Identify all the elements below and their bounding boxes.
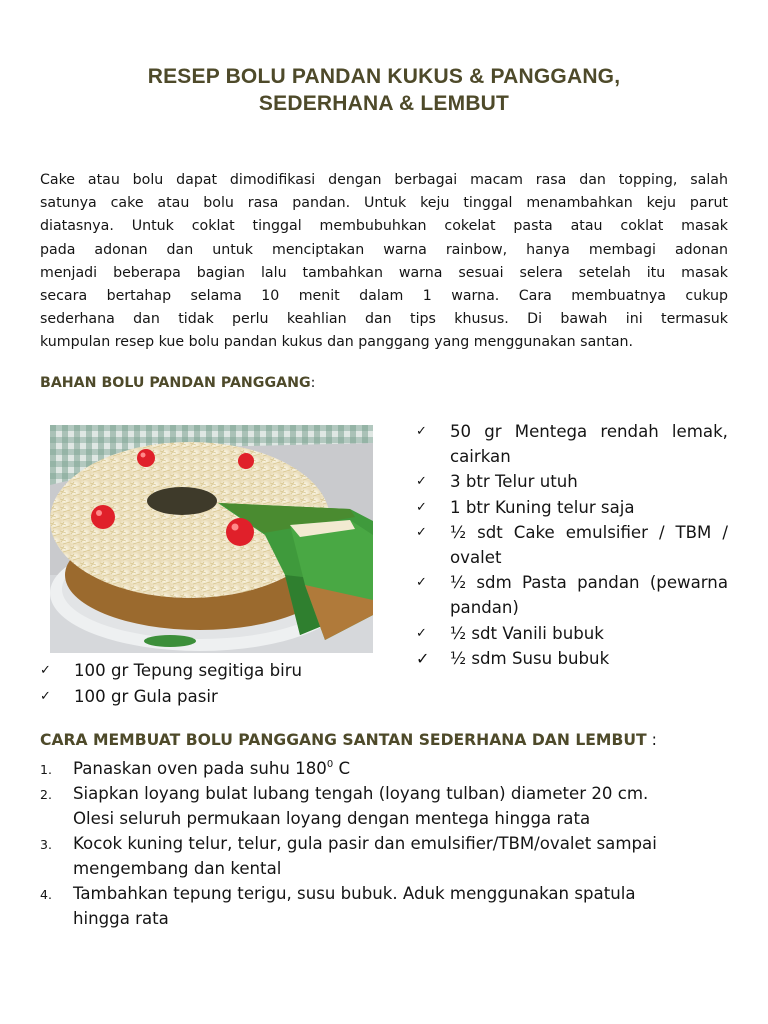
title-line-1: RESEP BOLU PANDAN KUKUS & PANGGANG, — [147, 65, 621, 88]
ingredient-line: cairkan — [450, 447, 511, 467]
method-heading-colon: : — [646, 731, 657, 749]
step-number: 4. — [40, 887, 52, 902]
step-text — [73, 756, 728, 781]
step-text-line: mengembang dan kental — [73, 859, 282, 878]
list-item — [40, 684, 370, 710]
method-heading — [40, 731, 657, 749]
ingredient-line: ½ sdt Cake emulsifier / TBM / — [450, 522, 728, 542]
ingredient-line: 50 gr Mentega rendah lemak, — [450, 422, 728, 441]
step-item — [40, 831, 728, 881]
intro-line: secara bertahap selama 10 menit dalam 1 warna. Cara membuatnya cukup — [40, 288, 728, 305]
degree-superscript: 0 — [326, 759, 334, 770]
ingredients-heading — [40, 375, 315, 391]
list-item — [40, 658, 370, 684]
cake-photo — [50, 425, 373, 653]
check-icon: ✓ — [416, 499, 427, 515]
list-item — [416, 495, 728, 520]
list-item — [416, 621, 728, 646]
ingredient-line: ovalet — [450, 548, 502, 568]
step-text-line: Tambahkan tepung terigu, susu bubuk. Aduk menggunakan spatula — [73, 884, 636, 903]
check-icon: ✓ — [40, 663, 51, 678]
intro-line: kumpulan resep kue bolu pandan kukus dan panggang yang menggunakan santan. — [40, 334, 634, 351]
step-item — [40, 756, 728, 781]
intro-paragraph — [40, 169, 728, 355]
ingredient-line: 3 btr Telur utuh — [450, 472, 578, 492]
ingredient-line: 1 btr Kuning telur saja — [450, 497, 635, 517]
ingredients-heading-colon: : — [310, 375, 316, 391]
ingredient-text — [450, 621, 728, 646]
step-text-unit: C — [333, 759, 351, 778]
step-item — [40, 781, 728, 831]
intro-line: Cake atau bolu dapat dimodifikasi dengan berbagai macam rasa dan topping, salah — [40, 172, 728, 188]
step-text-line: Olesi seluruh permukaan loyang dengan mentega hingga rata — [73, 809, 591, 828]
page-title — [40, 63, 728, 117]
ingredient-line: ½ sdm Susu bubuk — [450, 648, 610, 668]
step-number: 2. — [40, 787, 52, 802]
check-icon: ✓ — [416, 648, 430, 668]
intro-line: satunya cake atau bolu rasa pandan. Untuk keju tinggal menambahkan keju parut — [40, 195, 728, 212]
intro-line: menjadi beberapa bagian lalu tambahkan warna sesuai selera setelah itu masak — [40, 264, 728, 281]
list-item — [416, 469, 728, 494]
ingredients-list-right — [416, 419, 728, 671]
check-icon: ✓ — [416, 424, 427, 439]
intro-line: pada adonan dan untuk menciptakan warna rainbow, hanya membagi adonan — [40, 241, 728, 258]
ingredients-heading-text: BAHAN BOLU PANDAN PANGGANG — [40, 375, 311, 391]
ingredients-list-left — [40, 658, 370, 709]
step-item — [40, 881, 728, 931]
ingredient-line: ½ sdt Vanili bubuk — [450, 623, 604, 643]
list-item — [416, 646, 728, 671]
ingredient-line: pandan) — [450, 598, 519, 618]
ingredient-text: 100 gr Gula pasir — [74, 686, 218, 706]
list-item — [416, 570, 728, 620]
method-steps — [40, 756, 728, 931]
check-icon: ✓ — [416, 524, 427, 540]
ingredient-text — [450, 419, 728, 469]
ingredient-text — [450, 646, 728, 671]
step-number: 3. — [40, 837, 52, 852]
ingredient-text — [450, 520, 728, 570]
title-line-2: SEDERHANA & LEMBUT — [258, 92, 510, 115]
ingredient-text — [450, 495, 728, 520]
step-text-line: Siapkan loyang bulat lubang tengah (loyang tulban) diameter 20 cm. — [73, 784, 649, 803]
intro-line: diatasnya. Untuk coklat tinggal membubuhkan cokelat pasta atau coklat masak — [40, 218, 728, 235]
step-text-main: Panaskan oven pada suhu 180 — [73, 759, 327, 778]
list-item — [416, 520, 728, 570]
intro-line: sederhana dan tidak perlu keahlian dan tips khusus. Di bawah ini termasuk — [40, 311, 728, 328]
check-icon: ✓ — [416, 474, 427, 490]
check-icon: ✓ — [40, 688, 51, 704]
list-item — [416, 419, 728, 469]
check-icon: ✓ — [416, 625, 427, 641]
ingredient-line: ½ sdm Pasta pandan (pewarna — [450, 573, 728, 593]
ingredient-text — [450, 469, 728, 494]
ingredient-text — [450, 570, 728, 620]
step-text-line: Kocok kuning telur, telur, gula pasir dan emulsifier/TBM/ovalet sampai — [73, 834, 657, 853]
step-text-line: hingga rata — [73, 909, 169, 928]
step-number: 1. — [40, 762, 52, 777]
ingredient-text: 100 gr Tepung segitiga biru — [74, 661, 303, 680]
check-icon: ✓ — [416, 575, 427, 591]
method-heading-text: CARA MEMBUAT BOLU PANGGANG SANTAN SEDERHANA DAN LEMBUT — [40, 731, 647, 749]
pandan-cake-illustration — [50, 425, 373, 653]
